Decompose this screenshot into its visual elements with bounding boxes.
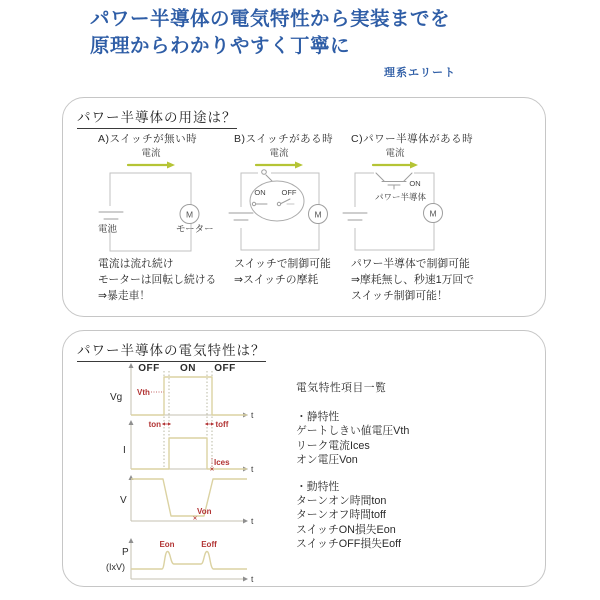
state-on: ON — [180, 363, 196, 374]
t-axis-label-i: t — [251, 464, 254, 474]
t-axis-label-p: t — [251, 574, 254, 584]
p-axis-label: P — [122, 547, 129, 558]
i-trace — [131, 438, 247, 469]
column-a-heading: A)スイッチが無い時 — [98, 133, 198, 145]
static-spec-title: ・静特性 — [296, 411, 340, 424]
caption-c: パワー半導体で制御可能 ⇒摩耗無し、秒速1万回で スイッチ制御可能！ — [351, 258, 475, 302]
page-title-line2: 原理からわかりやすく丁寧に — [90, 35, 351, 57]
circuit-a — [98, 147, 214, 251]
motor-icon-c — [424, 204, 443, 223]
v-axis-label: V — [120, 495, 127, 506]
column-c-heading: C)パワー半導体がある時 — [351, 133, 474, 145]
caption-a: 電流は流れ続け モーターは回転し続ける ⇒暴走車！ — [98, 258, 217, 302]
brand-label: 理系エリート — [384, 67, 456, 79]
characteristics-panel-title: パワー半導体の電気特性は？ — [77, 339, 266, 362]
von-mark — [194, 517, 197, 520]
page-title-line1: パワー半導体の電気特性から実装までを — [90, 8, 451, 30]
current-arrow-c — [373, 162, 418, 169]
motor-icon-a — [180, 205, 199, 224]
current-label-c: 電流 — [385, 148, 405, 159]
eon-label: Eon — [159, 540, 175, 549]
usage-panel — [62, 97, 546, 317]
waveform-chart — [101, 353, 301, 585]
eoff-label: Eoff — [201, 540, 217, 549]
caption-b: スイッチで制御可能 ⇒スイッチの摩耗 — [234, 258, 331, 286]
t-axis-label-vg: t — [251, 410, 254, 420]
current-arrow-a — [128, 162, 175, 169]
von-label: Von — [197, 507, 212, 516]
battery-label-a: 電池 — [98, 224, 118, 235]
t-axis-label-v: t — [251, 516, 254, 526]
ices-label: Ices — [214, 458, 230, 467]
vg-axis-label: Vg — [110, 392, 123, 403]
spec-item: ターンオフ時間toff — [296, 509, 386, 522]
state-off-1: OFF — [138, 363, 160, 374]
spec-item: スイッチOFF損失Eoff — [296, 537, 401, 550]
characteristics-panel — [62, 330, 546, 587]
motor-icon-b — [309, 205, 328, 224]
spec-item: リーク電流Ices — [296, 439, 370, 452]
spec-item: ターンオン時間ton — [296, 495, 387, 508]
svg-text:M: M — [429, 208, 437, 219]
bubble-on-label: ON — [254, 188, 266, 197]
device-label: パワー半導体 — [375, 192, 427, 202]
motor-label-a: モーター — [176, 224, 214, 235]
waveform-traces — [131, 377, 247, 569]
bubble-off-label: OFF — [281, 188, 297, 197]
p-trace — [131, 552, 247, 570]
transition-guides — [164, 371, 212, 469]
usage-panel-title: パワー半導体の用途は？ — [77, 106, 237, 129]
static-spec-group — [296, 410, 409, 467]
v-trace — [131, 479, 247, 516]
spec-item: オン電圧Von — [296, 453, 358, 466]
p-axis-sublabel: (IxV) — [106, 562, 125, 572]
spec-item: ゲートしきい値電圧Vth — [296, 425, 410, 438]
svg-text:M: M — [185, 209, 194, 220]
switch-bubble — [250, 181, 304, 221]
circuit-b — [229, 147, 328, 250]
dynamic-spec-title: ・動特性 — [296, 481, 340, 494]
spec-list-heading: 電気特性項目一覧 — [296, 382, 387, 394]
device-on-label: ON — [409, 179, 421, 188]
i-axis-label: I — [123, 445, 126, 456]
current-label-a: 電流 — [141, 148, 161, 159]
circuit-c — [343, 147, 443, 250]
spec-item: スイッチON損失Eon — [296, 523, 396, 536]
ton-label: ton — [148, 420, 161, 429]
column-b-heading: B)スイッチがある時 — [234, 133, 334, 145]
toff-label: toff — [215, 420, 229, 429]
spec-list — [296, 381, 409, 564]
current-label-b: 電流 — [269, 148, 289, 159]
dynamic-spec-group — [296, 480, 409, 551]
vth-label: Vth — [137, 388, 150, 397]
page-title — [90, 6, 530, 60]
svg-text:M: M — [314, 209, 322, 220]
current-arrow-b — [256, 162, 303, 169]
state-off-2: OFF — [214, 363, 236, 374]
